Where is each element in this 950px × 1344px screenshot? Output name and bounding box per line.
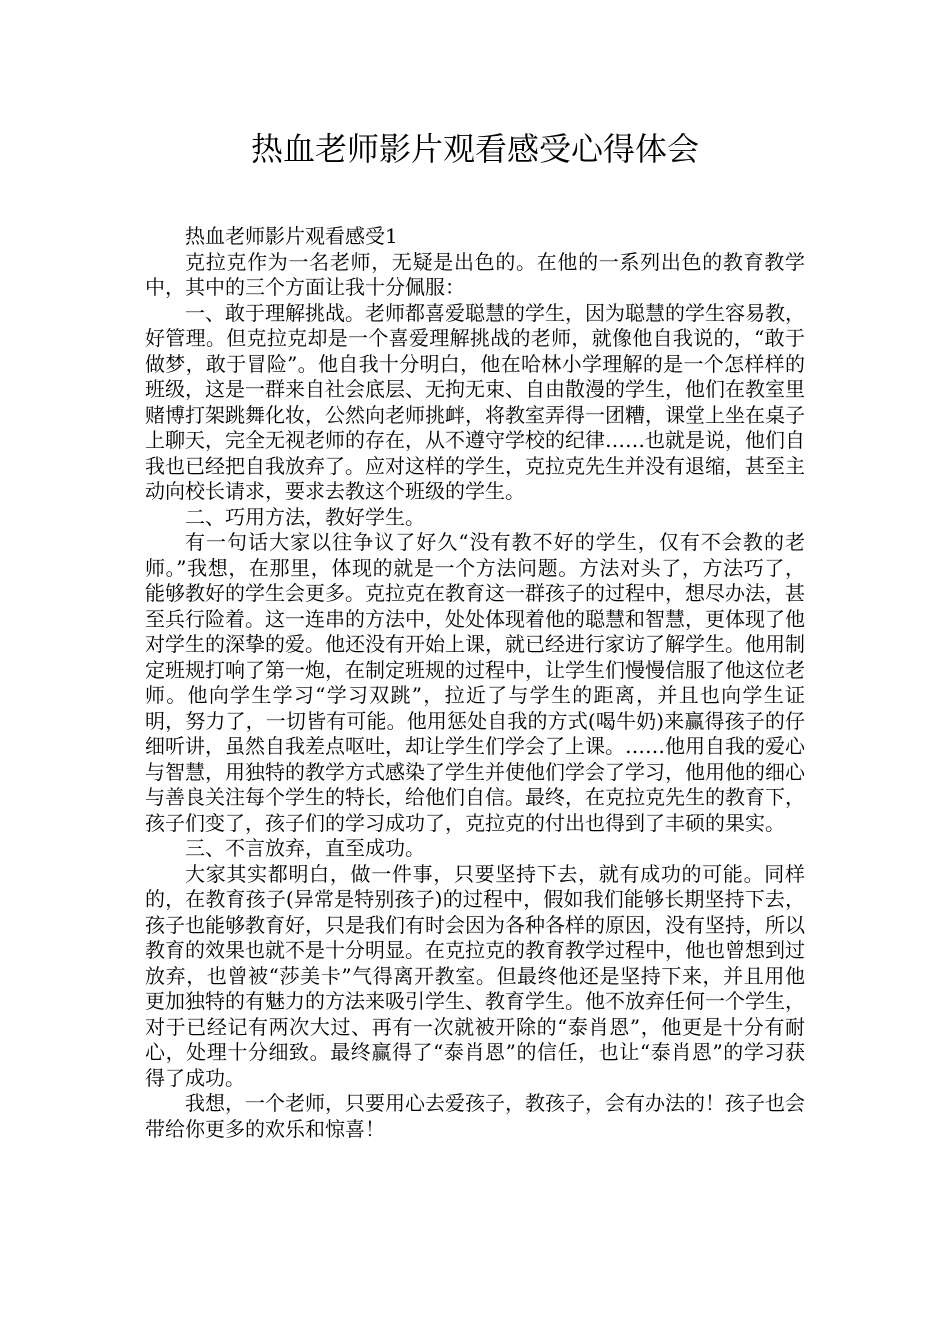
- paragraph-intro: 克拉克作为一名老师，无疑是出色的。在他的一系列出色的教育教学中，其中的三个方面让我十分佩服：: [145, 249, 805, 299]
- paragraph-subtitle: 热血老师影片观看感受1: [185, 224, 398, 248]
- document-title: 热血老师影片观看感受心得体会: [250, 130, 699, 168]
- heading-point-two: 二、巧用方法，教好学生。: [185, 504, 425, 529]
- paragraph-point-two: 有一句话大家以往争议了好久“没有教不好的学生，仅有不会教的老师。”我想，在那里，体现的就是一个方法问题。方法对头了，方法巧了，能够教好的学生会更多。克拉克在教育这一群孩子的过程中，想尽办法，甚至兵行险着。这一连串的方法中，处处体现着他的聪慧和智慧，更体现了他对学生的深挚的爱。他还没有开始上课，就已经进行家访了解学生。他用制定班规打响了第一炮，在制定班规的过程中，让学生们慢慢信服了他这位老师。他向学生学习“学习双跳”，拉近了与学生的距离，并且也向学生证明，努力了，一切皆有可能。他用惩处自我的方式(喝牛奶)来赢得孩子的仔细听讲，虽然自我差点呕吐，却让学生们学会了上课。……他用自我的爱心与智慧，用独特的教学方式感染了学生并使他们学会了学习，他用他的细心与善良关注每个学生的特长，给他们自信。最终，在克拉克先生的教育下，孩子们变了，孩子们的学习成功了，克拉克的付出也得到了丰硕的果实。: [145, 530, 805, 835]
- paragraph-point-three: 大家其实都明白，做一件事，只要坚持下去，就有成功的可能。同样的，在教育孩子(异常是特别孩子)的过程中，假如我们能够长期坚持下去，孩子也能够教育好，只是我们有时会因为各种各样的原因，没有坚持，所以教育的效果也就不是十分明显。在克拉克的教育教学过程中，他也曾想到过放弃，也曾被“莎美卡”气得离开教室。但最终他还是坚持下来，并且用他更加独特的有魅力的方法来吸引学生、教育学生。他不放弃任何一个学生，对于已经记有两次大过、再有一次就被开除的“泰肖恩”，他更是十分有耐心，处理十分细致。最终赢得了“泰肖恩”的信任，也让“泰肖恩”的学习获得了成功。: [145, 861, 805, 1090]
- paragraph-conclusion: 我想，一个老师，只要用心去爱孩子，教孩子，会有办法的！孩子也会带给你更多的欢乐和惊喜！: [145, 1091, 805, 1141]
- paragraph-point-one: 一、敢于理解挑战。老师都喜爱聪慧的学生，因为聪慧的学生容易教，好管理。但克拉克却是一个喜爱理解挑战的老师，就像他自我说的，“敢于做梦，敢于冒险”。他自我十分明白，他在哈林小学理解的是一个怎样样的班级，这是一群来自社会底层、无拘无束、自由散漫的学生，他们在教室里赌博打架跳舞化妆，公然向老师挑衅，将教室弄得一团糟，课堂上坐在桌子上聊天，完全无视老师的存在，从不遵守学校的纪律……也就是说，他们自我也已经把自我放弃了。应对这样的学生，克拉克先生并没有退缩，甚至主动向校长请求，要求去教这个班级的学生。: [145, 300, 805, 503]
- heading-point-three: 三、不言放弃，直至成功。: [185, 836, 425, 860]
- document-body: [145, 224, 805, 1142]
